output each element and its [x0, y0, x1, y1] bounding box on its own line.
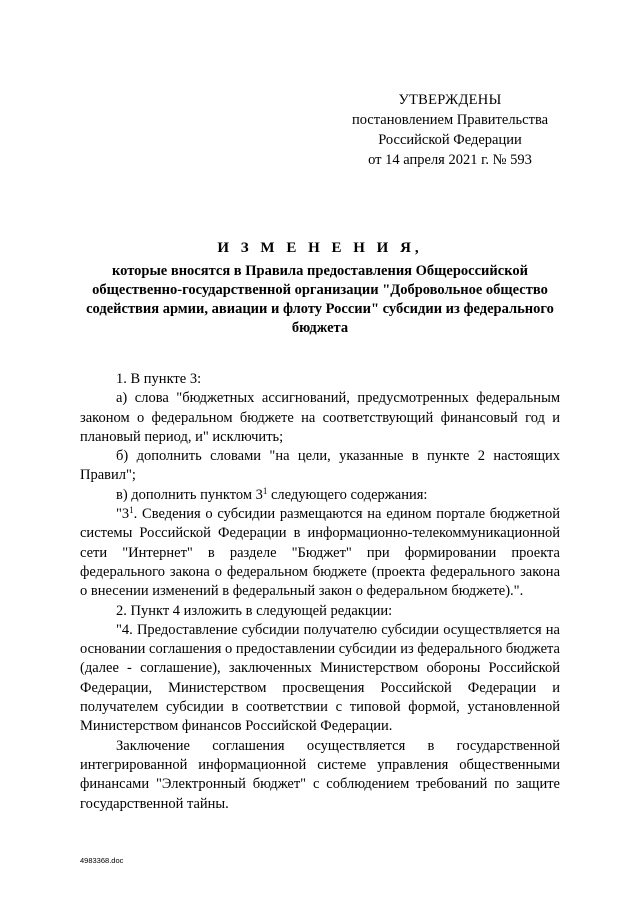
- document-body: [80, 370, 560, 814]
- paragraph-b: б) дополнить словами "на цели, указанные в пункте 2 настоящих Правил";: [80, 448, 560, 484]
- paragraph-3-1-open: "3: [116, 506, 130, 523]
- paragraph-a: а) слова "бюджетных ассигнований, предусмотренных федеральным законом о федеральном бюджете на соответствующий финансовый год и плановый период, и" исключить;: [80, 390, 560, 445]
- paragraph-agreement: Заключение соглашения осуществляется в государственной интегрированной информационной системе управления общественными финансами "Электронный бюджет" с соблюдением требований по защите государственной тайны.: [80, 737, 560, 812]
- paragraph-c: [80, 486, 560, 505]
- approval-line-date: от 14 апреля 2021 г. № 593: [368, 152, 532, 168]
- approval-heading: УТВЕРЖДЕНЫ: [398, 92, 502, 108]
- document-title: И З М Е Н Е Н И Я,: [217, 240, 423, 256]
- approval-line-government: Российской Федерации: [378, 132, 522, 148]
- paragraph-3-1-text: . Сведения о субсидии размещаются на едином портале бюджетной системы Российской Федерации в информационно-телекоммуникационной сети "Интернет" в разделе "Бюджет" при формировании проекта федерального закона о федеральном бюджете (проекта федерального закона о внесении изменений в федеральный закон о федеральном бюджете).".: [80, 506, 560, 600]
- paragraph-c-tail: следующего содержания:: [267, 486, 428, 503]
- paragraph-c-superscript: 1: [262, 485, 268, 496]
- paragraph-3-1-superscript: 1: [129, 505, 134, 516]
- document-subtitle: которые вносятся в Правила предоставления Общероссийской общественно-государственной организации "Добровольное общество содействия армии, авиации и флоту России" субсидии из федерального бюджета: [86, 263, 554, 336]
- paragraph-c-text: в) дополнить пунктом 3: [116, 486, 263, 503]
- file-name-footer: 4983368.doc: [80, 856, 124, 865]
- approval-line-resolution: постановлением Правительства: [351, 112, 549, 128]
- paragraph-4: "4. Предоставление субсидии получателю субсидии осуществляется на основании соглашения о предоставлении субсидии из федерального бюджета (далее - соглашение), заключенных Министерством обороны Российской Федерации, Министерством просвещения Российской Федерации и получателем субсидии в соответствии с типовой формой, установленной Министерством финансов Российской Федерации.: [80, 621, 560, 735]
- paragraph-3-1: [80, 505, 560, 601]
- paragraph-2: 2. Пункт 4 изложить в следующей редакции:: [116, 602, 393, 619]
- paragraph-1: 1. В пункте 3:: [116, 371, 202, 387]
- approval-block: [340, 90, 560, 170]
